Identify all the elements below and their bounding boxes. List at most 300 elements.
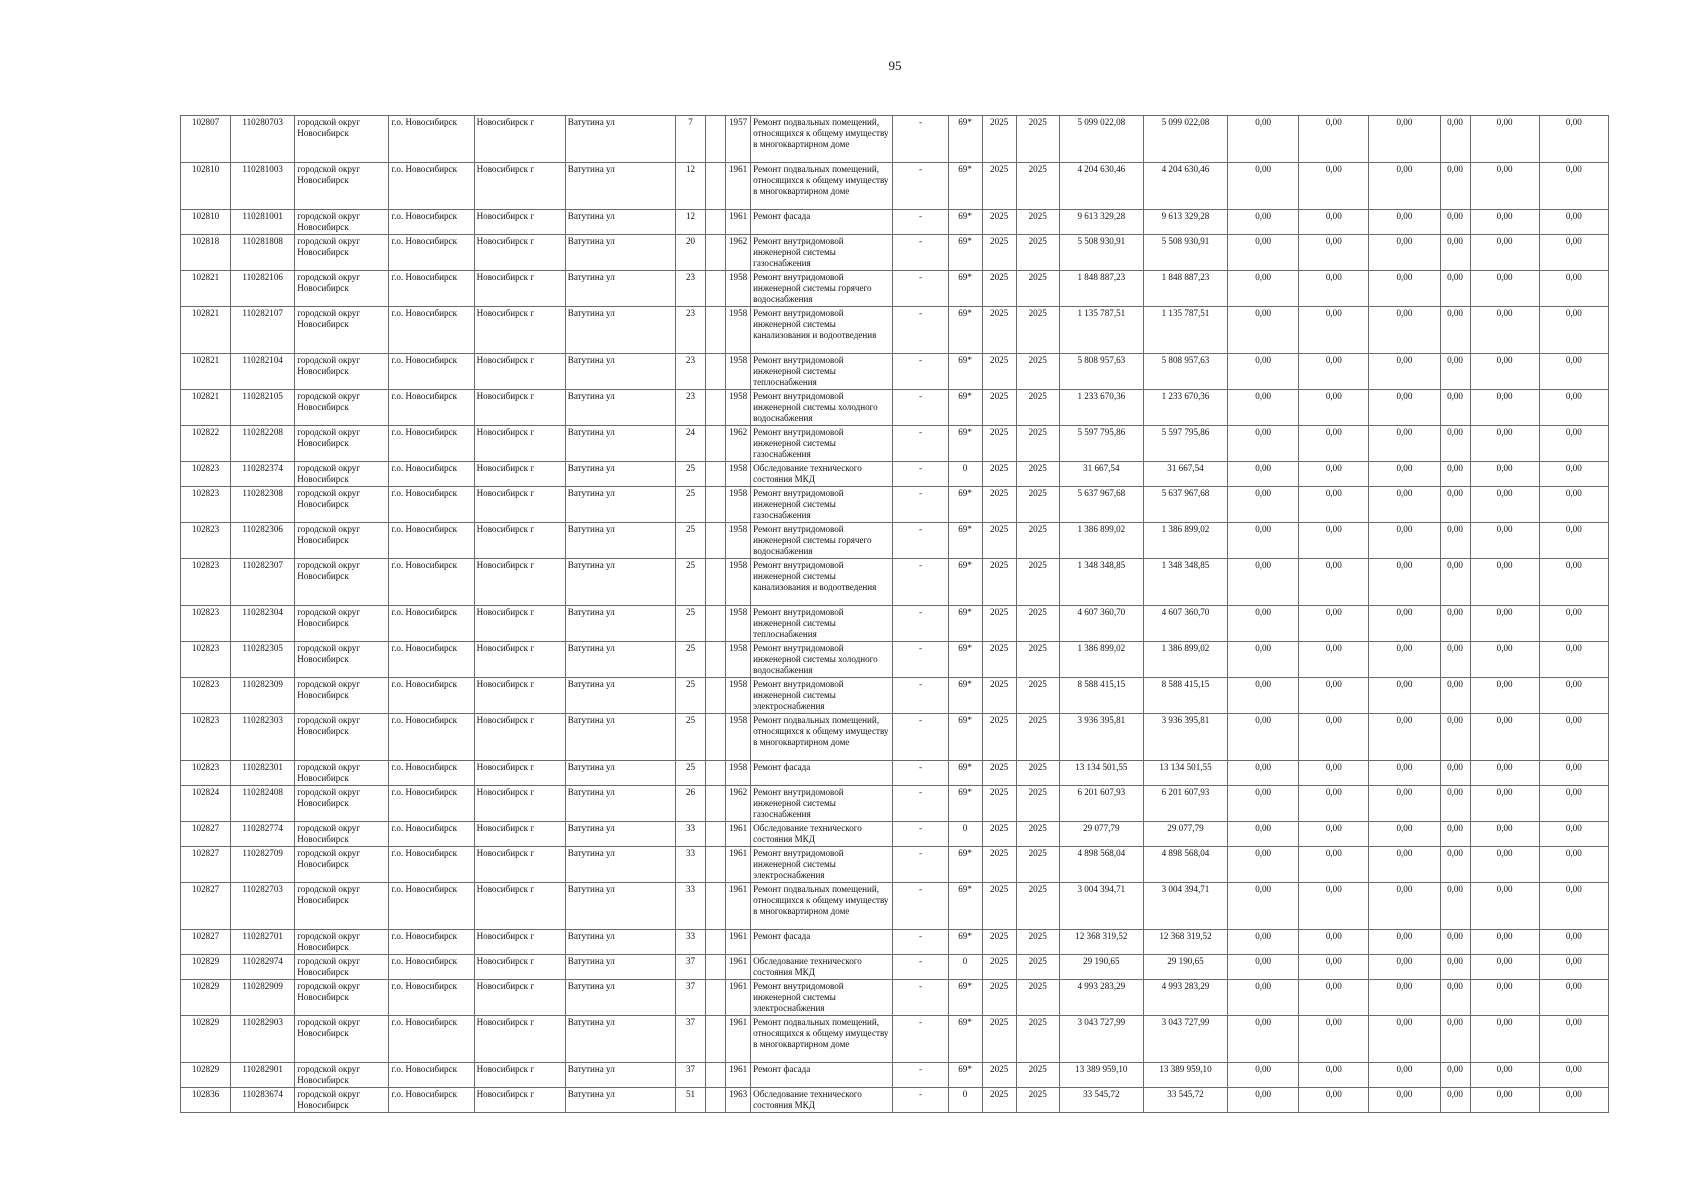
row-mark: 69* — [948, 354, 982, 390]
row-val-3: 0,00 — [1369, 642, 1440, 678]
row-house: 37 — [675, 955, 705, 980]
row-val-6: 0,00 — [1539, 116, 1608, 163]
row-val-3: 0,00 — [1369, 980, 1440, 1016]
row-street: Ватутина ул — [565, 761, 675, 786]
row-work: Ремонт подвальных помещений, относящихся к общему имуществу в многоквартирном доме — [751, 163, 893, 210]
row-val-5: 0,00 — [1470, 523, 1539, 559]
row-corp — [706, 307, 726, 354]
row-city: Новосибирск г — [474, 678, 565, 714]
row-house: 51 — [675, 1088, 705, 1113]
row-corp — [706, 235, 726, 271]
row-city: Новосибирск г — [474, 883, 565, 930]
row-year-end: 2025 — [1016, 559, 1059, 606]
row-go: г.о. Новосибирск — [389, 271, 474, 307]
row-val-4: 0,00 — [1440, 390, 1470, 426]
row-house: 25 — [675, 761, 705, 786]
row-dash: - — [893, 980, 948, 1016]
row-sum-fund: 6 201 607,93 — [1143, 786, 1227, 822]
row-id: 102827 — [181, 930, 231, 955]
row-year-start: 2025 — [982, 642, 1016, 678]
row-sum-total: 1 386 899,02 — [1059, 642, 1143, 678]
row-val-1: 0,00 — [1228, 955, 1299, 980]
row-go: г.о. Новосибирск — [389, 822, 474, 847]
row-sum-total: 4 993 283,29 — [1059, 980, 1143, 1016]
row-val-3: 0,00 — [1369, 847, 1440, 883]
row-city: Новосибирск г — [474, 116, 565, 163]
row-code: 110282701 — [231, 930, 295, 955]
row-val-3: 0,00 — [1369, 1088, 1440, 1113]
row-okrug: городской округ Новосибирск — [295, 786, 389, 822]
row-val-2: 0,00 — [1299, 235, 1369, 271]
row-val-1: 0,00 — [1228, 354, 1299, 390]
row-street: Ватутина ул — [565, 955, 675, 980]
row-year-end: 2025 — [1016, 1063, 1059, 1088]
row-val-3: 0,00 — [1369, 307, 1440, 354]
row-dash: - — [893, 271, 948, 307]
row-mark: 69* — [948, 116, 982, 163]
row-val-5: 0,00 — [1470, 426, 1539, 462]
row-val-3: 0,00 — [1369, 210, 1440, 235]
row-id: 102810 — [181, 210, 231, 235]
row-house: 25 — [675, 642, 705, 678]
row-mark: 69* — [948, 1016, 982, 1063]
row-code: 110282974 — [231, 955, 295, 980]
table-row — [181, 523, 1609, 559]
row-city: Новосибирск г — [474, 307, 565, 354]
row-work: Ремонт внутридомовой инженерной системы газоснабжения — [751, 487, 893, 523]
row-go: г.о. Новосибирск — [389, 354, 474, 390]
row-code: 110282307 — [231, 559, 295, 606]
row-year-start: 2025 — [982, 210, 1016, 235]
row-go: г.о. Новосибирск — [389, 930, 474, 955]
row-val-5: 0,00 — [1470, 307, 1539, 354]
row-code: 110282703 — [231, 883, 295, 930]
row-go: г.о. Новосибирск — [389, 1016, 474, 1063]
row-work: Ремонт фасада — [751, 210, 893, 235]
row-house: 25 — [675, 462, 705, 487]
row-id: 102823 — [181, 714, 231, 761]
row-dash: - — [893, 955, 948, 980]
row-val-5: 0,00 — [1470, 678, 1539, 714]
row-val-2: 0,00 — [1299, 761, 1369, 786]
row-id: 102836 — [181, 1088, 231, 1113]
row-sum-fund: 5 808 957,63 — [1143, 354, 1227, 390]
row-dash: - — [893, 606, 948, 642]
row-id: 102827 — [181, 883, 231, 930]
row-year: 1961 — [726, 930, 751, 955]
row-dash: - — [893, 1063, 948, 1088]
row-val-1: 0,00 — [1228, 523, 1299, 559]
row-house: 33 — [675, 822, 705, 847]
row-house: 25 — [675, 606, 705, 642]
row-sum-fund: 4 204 630,46 — [1143, 163, 1227, 210]
row-city: Новосибирск г — [474, 210, 565, 235]
row-val-1: 0,00 — [1228, 761, 1299, 786]
row-corp — [706, 116, 726, 163]
row-go: г.о. Новосибирск — [389, 559, 474, 606]
table-row — [181, 883, 1609, 930]
row-dash: - — [893, 678, 948, 714]
row-dash: - — [893, 714, 948, 761]
row-go: г.о. Новосибирск — [389, 163, 474, 210]
row-dash: - — [893, 210, 948, 235]
row-year-end: 2025 — [1016, 210, 1059, 235]
row-year-end: 2025 — [1016, 271, 1059, 307]
row-code: 110281001 — [231, 210, 295, 235]
row-sum-total: 5 597 795,86 — [1059, 426, 1143, 462]
row-val-3: 0,00 — [1369, 1063, 1440, 1088]
row-code: 110282909 — [231, 980, 295, 1016]
row-val-2: 0,00 — [1299, 678, 1369, 714]
row-year: 1958 — [726, 523, 751, 559]
row-street: Ватутина ул — [565, 786, 675, 822]
row-code: 110282107 — [231, 307, 295, 354]
row-year: 1958 — [726, 559, 751, 606]
row-sum-fund: 8 588 415,15 — [1143, 678, 1227, 714]
row-go: г.о. Новосибирск — [389, 714, 474, 761]
table-row — [181, 235, 1609, 271]
row-sum-total: 6 201 607,93 — [1059, 786, 1143, 822]
row-mark: 69* — [948, 980, 982, 1016]
row-val-3: 0,00 — [1369, 235, 1440, 271]
row-val-3: 0,00 — [1369, 786, 1440, 822]
row-go: г.о. Новосибирск — [389, 678, 474, 714]
row-val-3: 0,00 — [1369, 714, 1440, 761]
row-val-2: 0,00 — [1299, 980, 1369, 1016]
row-mark: 69* — [948, 714, 982, 761]
row-val-3: 0,00 — [1369, 523, 1440, 559]
row-val-6: 0,00 — [1539, 786, 1608, 822]
row-corp — [706, 883, 726, 930]
row-work: Ремонт внутридомовой инженерной системы канализования и водоотведения — [751, 307, 893, 354]
row-go: г.о. Новосибирск — [389, 642, 474, 678]
row-val-4: 0,00 — [1440, 1016, 1470, 1063]
row-val-2: 0,00 — [1299, 1016, 1369, 1063]
row-val-4: 0,00 — [1440, 714, 1470, 761]
row-city: Новосибирск г — [474, 559, 565, 606]
row-street: Ватутина ул — [565, 642, 675, 678]
row-val-6: 0,00 — [1539, 822, 1608, 847]
table-row — [181, 271, 1609, 307]
row-year-start: 2025 — [982, 786, 1016, 822]
row-street: Ватутина ул — [565, 235, 675, 271]
row-code: 110282308 — [231, 487, 295, 523]
row-dash: - — [893, 1016, 948, 1063]
row-work: Ремонт внутридомовой инженерной системы горячего водоснабжения — [751, 523, 893, 559]
row-id: 102823 — [181, 487, 231, 523]
row-house: 37 — [675, 1063, 705, 1088]
row-val-1: 0,00 — [1228, 1088, 1299, 1113]
row-val-3: 0,00 — [1369, 955, 1440, 980]
row-dash: - — [893, 116, 948, 163]
row-street: Ватутина ул — [565, 163, 675, 210]
row-go: г.о. Новосибирск — [389, 606, 474, 642]
row-code: 110282105 — [231, 390, 295, 426]
row-work: Ремонт внутридомовой инженерной системы газоснабжения — [751, 426, 893, 462]
row-val-6: 0,00 — [1539, 354, 1608, 390]
row-go: г.о. Новосибирск — [389, 786, 474, 822]
row-house: 23 — [675, 354, 705, 390]
row-house: 23 — [675, 307, 705, 354]
row-year: 1958 — [726, 390, 751, 426]
row-dash: - — [893, 1088, 948, 1113]
row-work: Ремонт фасада — [751, 1063, 893, 1088]
row-okrug: городской округ Новосибирск — [295, 678, 389, 714]
row-val-4: 0,00 — [1440, 235, 1470, 271]
row-work: Ремонт внутридомовой инженерной системы холодного водоснабжения — [751, 642, 893, 678]
row-code: 110282709 — [231, 847, 295, 883]
row-val-3: 0,00 — [1369, 116, 1440, 163]
row-house: 24 — [675, 426, 705, 462]
row-val-4: 0,00 — [1440, 487, 1470, 523]
row-code: 110282305 — [231, 642, 295, 678]
row-house: 25 — [675, 714, 705, 761]
row-id: 102821 — [181, 390, 231, 426]
row-mark: 0 — [948, 462, 982, 487]
row-work: Ремонт подвальных помещений, относящихся к общему имуществу в многоквартирном доме — [751, 883, 893, 930]
row-sum-fund: 4 993 283,29 — [1143, 980, 1227, 1016]
row-val-2: 0,00 — [1299, 462, 1369, 487]
row-sum-fund: 3 936 395,81 — [1143, 714, 1227, 761]
row-val-4: 0,00 — [1440, 559, 1470, 606]
row-year-start: 2025 — [982, 487, 1016, 523]
row-city: Новосибирск г — [474, 354, 565, 390]
row-dash: - — [893, 847, 948, 883]
row-okrug: городской округ Новосибирск — [295, 523, 389, 559]
row-street: Ватутина ул — [565, 523, 675, 559]
row-val-6: 0,00 — [1539, 606, 1608, 642]
row-id: 102823 — [181, 523, 231, 559]
row-code: 110282304 — [231, 606, 295, 642]
row-mark: 69* — [948, 163, 982, 210]
row-val-6: 0,00 — [1539, 1063, 1608, 1088]
row-val-1: 0,00 — [1228, 642, 1299, 678]
row-val-2: 0,00 — [1299, 487, 1369, 523]
row-city: Новосибирск г — [474, 930, 565, 955]
row-mark: 69* — [948, 210, 982, 235]
row-val-4: 0,00 — [1440, 462, 1470, 487]
row-year-end: 2025 — [1016, 930, 1059, 955]
row-val-1: 0,00 — [1228, 883, 1299, 930]
row-dash: - — [893, 235, 948, 271]
row-street: Ватутина ул — [565, 487, 675, 523]
row-dash: - — [893, 642, 948, 678]
row-val-1: 0,00 — [1228, 271, 1299, 307]
row-sum-total: 31 667,54 — [1059, 462, 1143, 487]
row-city: Новосибирск г — [474, 1088, 565, 1113]
row-year-start: 2025 — [982, 930, 1016, 955]
row-okrug: городской округ Новосибирск — [295, 980, 389, 1016]
row-work: Обследование технического состояния МКД — [751, 955, 893, 980]
row-year-end: 2025 — [1016, 116, 1059, 163]
row-city: Новосибирск г — [474, 714, 565, 761]
row-house: 37 — [675, 980, 705, 1016]
row-val-1: 0,00 — [1228, 1016, 1299, 1063]
row-val-5: 0,00 — [1470, 354, 1539, 390]
row-id: 102821 — [181, 307, 231, 354]
row-sum-fund: 29 077,79 — [1143, 822, 1227, 847]
row-val-5: 0,00 — [1470, 559, 1539, 606]
row-id: 102818 — [181, 235, 231, 271]
row-code: 110282303 — [231, 714, 295, 761]
row-okrug: городской округ Новосибирск — [295, 235, 389, 271]
row-val-5: 0,00 — [1470, 271, 1539, 307]
row-corp — [706, 210, 726, 235]
row-val-6: 0,00 — [1539, 163, 1608, 210]
row-val-5: 0,00 — [1470, 847, 1539, 883]
row-year-start: 2025 — [982, 1016, 1016, 1063]
row-go: г.о. Новосибирск — [389, 390, 474, 426]
row-val-3: 0,00 — [1369, 462, 1440, 487]
row-okrug: городской округ Новосибирск — [295, 761, 389, 786]
row-sum-fund: 9 613 329,28 — [1143, 210, 1227, 235]
row-val-2: 0,00 — [1299, 307, 1369, 354]
row-year-end: 2025 — [1016, 307, 1059, 354]
row-val-5: 0,00 — [1470, 116, 1539, 163]
row-sum-total: 5 808 957,63 — [1059, 354, 1143, 390]
row-corp — [706, 390, 726, 426]
row-house: 25 — [675, 523, 705, 559]
table-row — [181, 354, 1609, 390]
row-val-2: 0,00 — [1299, 271, 1369, 307]
row-sum-fund: 4 898 568,04 — [1143, 847, 1227, 883]
row-id: 102821 — [181, 354, 231, 390]
row-val-1: 0,00 — [1228, 163, 1299, 210]
row-street: Ватутина ул — [565, 606, 675, 642]
table-row — [181, 955, 1609, 980]
row-val-6: 0,00 — [1539, 307, 1608, 354]
row-val-2: 0,00 — [1299, 426, 1369, 462]
row-val-3: 0,00 — [1369, 163, 1440, 210]
row-dash: - — [893, 930, 948, 955]
row-val-5: 0,00 — [1470, 1063, 1539, 1088]
row-val-2: 0,00 — [1299, 642, 1369, 678]
row-val-3: 0,00 — [1369, 426, 1440, 462]
row-street: Ватутина ул — [565, 714, 675, 761]
row-sum-total: 4 607 360,70 — [1059, 606, 1143, 642]
row-year: 1958 — [726, 714, 751, 761]
row-val-1: 0,00 — [1228, 786, 1299, 822]
row-year-start: 2025 — [982, 883, 1016, 930]
row-work: Ремонт внутридомовой инженерной системы горячего водоснабжения — [751, 271, 893, 307]
row-year-start: 2025 — [982, 761, 1016, 786]
row-sum-fund: 4 607 360,70 — [1143, 606, 1227, 642]
table-row — [181, 307, 1609, 354]
row-val-4: 0,00 — [1440, 955, 1470, 980]
row-val-5: 0,00 — [1470, 980, 1539, 1016]
row-corp — [706, 1088, 726, 1113]
row-code: 110282374 — [231, 462, 295, 487]
row-work: Ремонт внутридомовой инженерной системы газоснабжения — [751, 786, 893, 822]
table-row — [181, 116, 1609, 163]
row-val-3: 0,00 — [1369, 883, 1440, 930]
row-mark: 69* — [948, 847, 982, 883]
row-val-5: 0,00 — [1470, 822, 1539, 847]
row-year-end: 2025 — [1016, 163, 1059, 210]
row-val-3: 0,00 — [1369, 930, 1440, 955]
row-sum-fund: 1 386 899,02 — [1143, 523, 1227, 559]
row-sum-total: 33 545,72 — [1059, 1088, 1143, 1113]
row-street: Ватутина ул — [565, 1016, 675, 1063]
row-year: 1961 — [726, 163, 751, 210]
row-mark: 0 — [948, 822, 982, 847]
row-val-2: 0,00 — [1299, 210, 1369, 235]
row-val-6: 0,00 — [1539, 955, 1608, 980]
row-mark: 69* — [948, 606, 982, 642]
row-year-start: 2025 — [982, 235, 1016, 271]
row-sum-total: 5 637 967,68 — [1059, 487, 1143, 523]
row-year-end: 2025 — [1016, 883, 1059, 930]
row-val-6: 0,00 — [1539, 210, 1608, 235]
row-street: Ватутина ул — [565, 930, 675, 955]
row-city: Новосибирск г — [474, 955, 565, 980]
row-year: 1958 — [726, 307, 751, 354]
row-val-5: 0,00 — [1470, 930, 1539, 955]
row-sum-fund: 13 389 959,10 — [1143, 1063, 1227, 1088]
row-val-2: 0,00 — [1299, 163, 1369, 210]
row-val-4: 0,00 — [1440, 761, 1470, 786]
row-val-5: 0,00 — [1470, 883, 1539, 930]
row-id: 102829 — [181, 1016, 231, 1063]
row-year: 1961 — [726, 1016, 751, 1063]
row-val-2: 0,00 — [1299, 847, 1369, 883]
row-year: 1958 — [726, 678, 751, 714]
row-corp — [706, 714, 726, 761]
table-row — [181, 559, 1609, 606]
row-street: Ватутина ул — [565, 116, 675, 163]
row-go: г.о. Новосибирск — [389, 980, 474, 1016]
row-year: 1962 — [726, 235, 751, 271]
row-val-1: 0,00 — [1228, 116, 1299, 163]
table-row — [181, 822, 1609, 847]
capital-repair-table — [180, 115, 1609, 1113]
row-mark: 69* — [948, 642, 982, 678]
row-go: г.о. Новосибирск — [389, 955, 474, 980]
row-okrug: городской округ Новосибирск — [295, 390, 389, 426]
row-sum-total: 1 848 887,23 — [1059, 271, 1143, 307]
row-go: г.о. Новосибирск — [389, 487, 474, 523]
row-val-4: 0,00 — [1440, 606, 1470, 642]
row-val-2: 0,00 — [1299, 714, 1369, 761]
row-val-1: 0,00 — [1228, 390, 1299, 426]
row-val-6: 0,00 — [1539, 980, 1608, 1016]
row-city: Новосибирск г — [474, 462, 565, 487]
row-val-4: 0,00 — [1440, 307, 1470, 354]
row-code: 110282309 — [231, 678, 295, 714]
row-work: Ремонт внутридомовой инженерной системы электроснабжения — [751, 847, 893, 883]
row-city: Новосибирск г — [474, 761, 565, 786]
row-go: г.о. Новосибирск — [389, 462, 474, 487]
row-work: Ремонт подвальных помещений, относящихся к общему имуществу в многоквартирном доме — [751, 116, 893, 163]
row-house: 25 — [675, 559, 705, 606]
row-go: г.о. Новосибирск — [389, 1088, 474, 1113]
row-val-5: 0,00 — [1470, 1088, 1539, 1113]
row-corp — [706, 271, 726, 307]
row-sum-fund: 3 004 394,71 — [1143, 883, 1227, 930]
row-sum-total: 4 204 630,46 — [1059, 163, 1143, 210]
row-city: Новосибирск г — [474, 606, 565, 642]
table-row — [181, 1016, 1609, 1063]
row-val-3: 0,00 — [1369, 354, 1440, 390]
row-val-1: 0,00 — [1228, 714, 1299, 761]
row-dash: - — [893, 559, 948, 606]
row-year-end: 2025 — [1016, 786, 1059, 822]
table-row — [181, 390, 1609, 426]
row-val-6: 0,00 — [1539, 523, 1608, 559]
row-sum-fund: 31 667,54 — [1143, 462, 1227, 487]
row-corp — [706, 426, 726, 462]
row-mark: 69* — [948, 678, 982, 714]
